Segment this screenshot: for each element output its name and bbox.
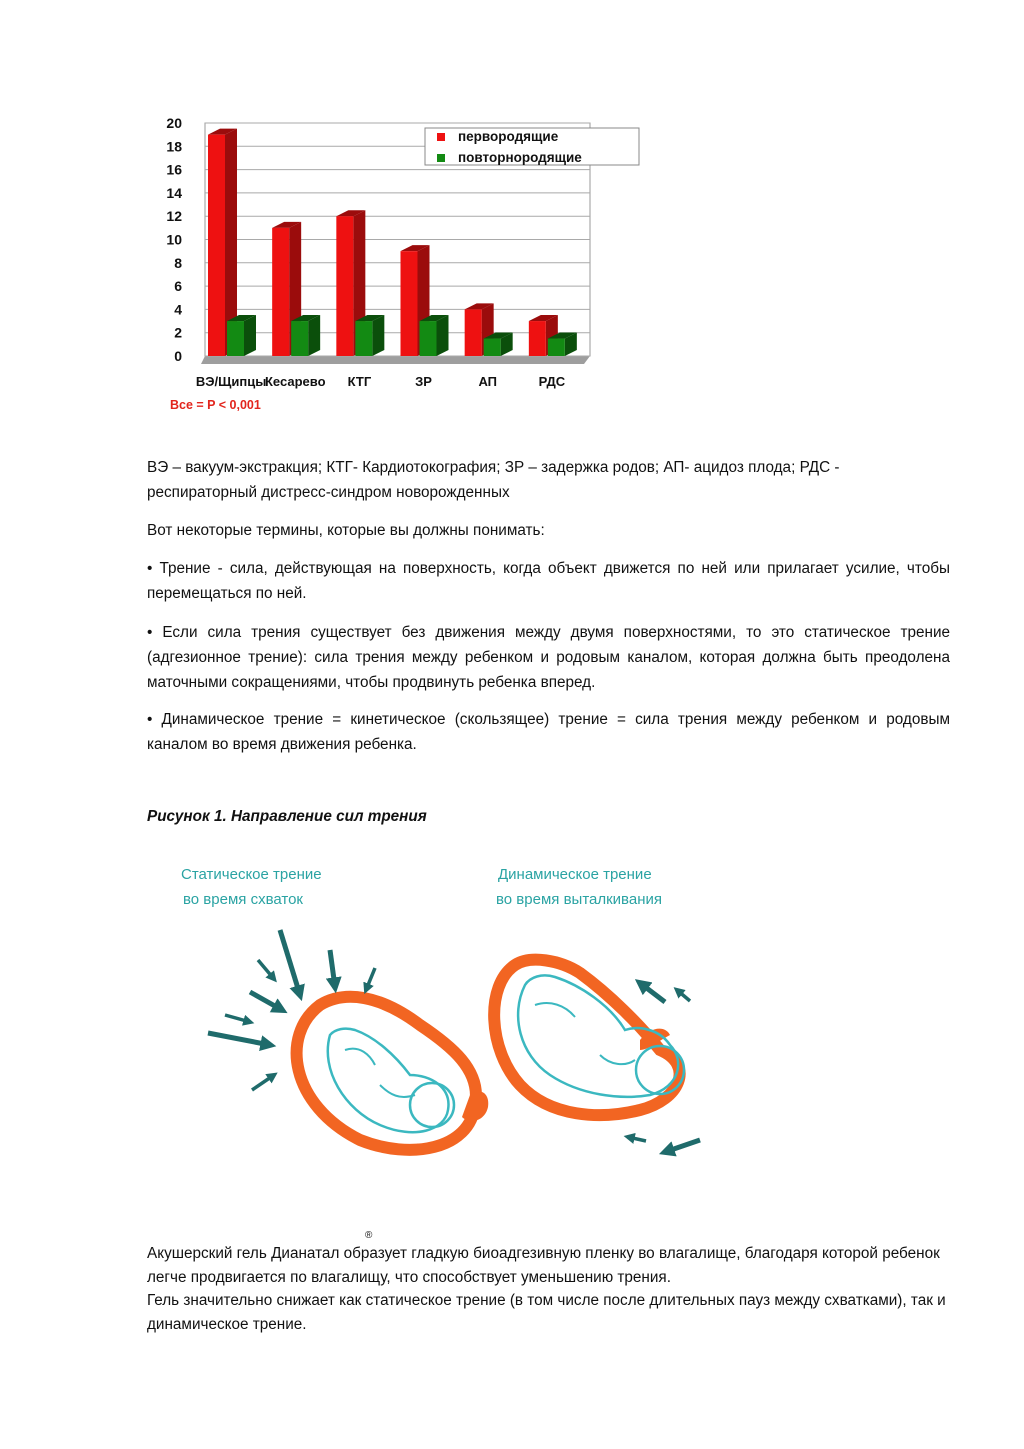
y-tick-label: 0 <box>174 348 182 364</box>
x-category-label: Кесарево <box>264 374 326 389</box>
figure-caption: Рисунок 1. Направление сил трения <box>147 808 427 825</box>
dynamic-friction-label-line1: Динамическое трение <box>498 866 652 883</box>
y-tick-label: 8 <box>174 254 182 271</box>
push-arrow-1 <box>280 930 300 995</box>
abbreviations-paragraph: ВЭ – вакуум-экстракция; КТГ- Кардиотокография; ЗР – задержка родов; АП- ацидоз плода; РДС - респираторный дистресс-синдром новорожденных <box>147 459 840 501</box>
static-friction-figure <box>208 930 488 1150</box>
y-tick-label: 20 <box>166 115 182 131</box>
push-arrow-5 <box>250 992 282 1010</box>
registered-mark: ® <box>365 1230 373 1241</box>
gel-effect-paragraph: Гель значительно снижает как статическое трение (в том числе после длительных пауз между схватками), так и динамическое трение. <box>147 1292 946 1333</box>
legend-label-primiparous: первородящие <box>458 129 559 144</box>
static-friction-label-line2: во время схваток <box>183 891 303 908</box>
static-friction-label-line1: Статическое трение <box>181 866 322 883</box>
y-tick-label: 18 <box>166 138 182 155</box>
push-arrow-4 <box>258 960 274 979</box>
y-tick-label: 16 <box>166 161 182 178</box>
bullet-static-friction: • Если сила трения существует без движения между двумя поверхностями, то это статическое трение (адгезионное трение): сила трения между ребенком и родовым каналом, которая должна быть преодолена маточными сокращениями, чтобы продвинуть ребенка вперед. <box>147 624 950 691</box>
y-tick-label: 10 <box>166 231 182 248</box>
push-arrow-7 <box>208 1033 270 1045</box>
push-arrow-8 <box>252 1075 274 1090</box>
slide-arrow-4 <box>628 1137 646 1141</box>
bar-chart <box>150 108 650 418</box>
push-arrow-2 <box>330 950 335 987</box>
dynamic-friction-label-line2: во время выталкивания <box>496 891 662 908</box>
intro-paragraph: Вот некоторые термины, которые вы должны понимать: <box>147 522 545 539</box>
baby-outline-left <box>328 1029 449 1133</box>
bar-multiparous <box>420 315 449 356</box>
bar-multiparous <box>227 315 256 356</box>
x-category-label: ВЭ/Щипцы <box>195 374 267 389</box>
legend-swatch-multiparous <box>437 154 445 162</box>
significance-note: Все = P < 0,001 <box>170 398 261 412</box>
legend-swatch-primiparous <box>437 133 445 141</box>
y-tick-label: 14 <box>166 184 182 201</box>
push-arrow-3 <box>366 968 375 990</box>
chart-legend <box>425 128 639 165</box>
x-category-label: ЗР <box>415 374 432 389</box>
x-category-label: РДС <box>538 374 566 389</box>
push-arrow-6 <box>225 1015 250 1022</box>
gel-paragraph: Акушерский гель Дианатал образует гладкую биоадгезивную пленку во влагалище, благодаря которой ребенок легче продвигается по влагалищу, что способствует уменьшению трения. <box>147 1245 940 1286</box>
bar-multiparous <box>355 315 384 356</box>
x-category-label: АП <box>478 374 498 389</box>
slide-arrow-1 <box>640 983 665 1002</box>
chart-floor <box>201 356 590 364</box>
y-tick-label: 6 <box>174 278 182 295</box>
slide-arrow-2 <box>677 990 690 1001</box>
bullet-friction: • Трение - сила, действующая на поверхность, когда объект движется по ней или прилагает усилие, чтобы перемещаться по ней. <box>147 560 950 602</box>
slide-arrow-3 <box>665 1140 700 1152</box>
bar-multiparous <box>291 315 320 356</box>
bullet-dynamic-friction: • Динамическое трение = кинетическое (скользящее) трение = сила трения между ребенком и родовым каналом во время движения ребенка. <box>147 711 950 753</box>
legend-label-multiparous: повторнородящие <box>458 150 582 165</box>
x-category-label: КТГ <box>347 374 372 389</box>
dynamic-friction-figure <box>494 960 700 1152</box>
friction-illustration <box>170 855 730 1185</box>
birth-canal-left <box>462 1091 488 1121</box>
y-tick-label: 4 <box>174 301 182 318</box>
y-tick-label: 2 <box>174 324 182 341</box>
y-tick-label: 12 <box>166 208 182 225</box>
